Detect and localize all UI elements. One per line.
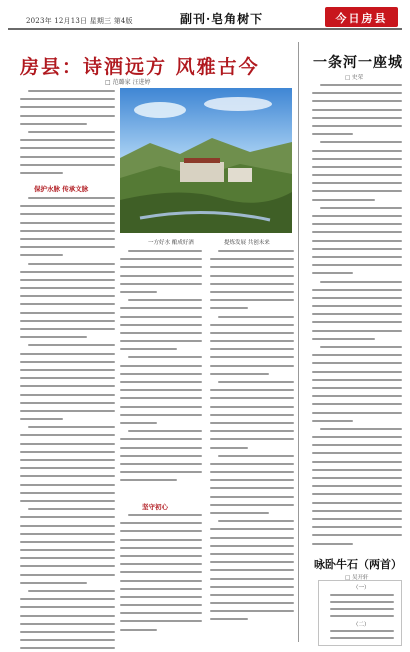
subhead-1: 保护水脉 传承文脉 bbox=[34, 185, 89, 193]
main-article-body-col3 bbox=[210, 250, 294, 627]
poem-line bbox=[330, 601, 394, 603]
side-article-2-title: 咏卧牛石（两首） bbox=[314, 558, 402, 571]
main-article-body-col2b bbox=[120, 514, 202, 637]
poem-part-2: （二） bbox=[353, 622, 370, 628]
issue-date: 2023年 12月13日 星期三 第4版 bbox=[26, 17, 133, 25]
header-rule bbox=[8, 28, 402, 30]
side-article-1-byline: □ 史荣 bbox=[345, 75, 363, 81]
photo-caption-left: 一方好水 酿成好酒 bbox=[148, 240, 194, 246]
logo-text: 今日房县 bbox=[335, 12, 388, 25]
side-article-1-title: 一条河一座城 bbox=[313, 55, 403, 71]
poem-line bbox=[330, 608, 394, 610]
poem-line bbox=[330, 637, 394, 639]
poem-part-1: （一） bbox=[353, 585, 370, 591]
main-article-body-col2 bbox=[120, 250, 202, 487]
photo-caption-right: 提炼发展 共创未来 bbox=[224, 240, 270, 246]
poem-line bbox=[330, 594, 394, 596]
side-article-2-byline: □ 吴开轩 bbox=[345, 575, 369, 581]
subhead-2: 坚守初心 bbox=[142, 503, 168, 511]
main-article-body-col1 bbox=[20, 90, 115, 180]
page-header bbox=[0, 0, 410, 44]
poem-line bbox=[330, 615, 394, 617]
side-article-1-body bbox=[312, 84, 402, 551]
landscape-image bbox=[120, 88, 292, 233]
main-article-byline: □ 范璐家 汪进婷 bbox=[105, 79, 151, 86]
main-article-body-col1b bbox=[20, 197, 115, 652]
main-article-title: 房县：诗酒远方 风雅古今 bbox=[20, 56, 260, 78]
main-article-photo bbox=[120, 88, 292, 233]
poem-line bbox=[330, 630, 394, 632]
column-divider bbox=[298, 42, 299, 642]
section-title: 副刊·皂角树下 bbox=[180, 12, 264, 26]
newspaper-logo bbox=[325, 7, 398, 27]
